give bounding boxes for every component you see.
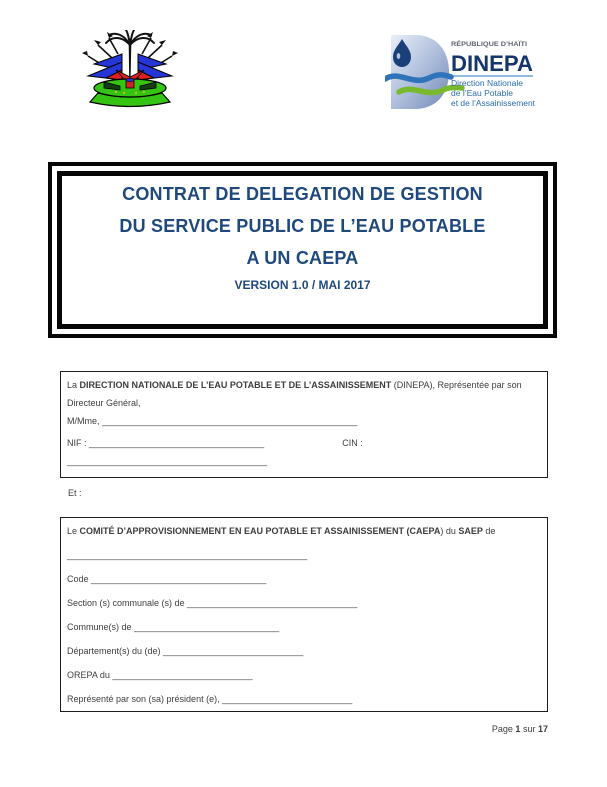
logo-org-line1: Direction Nationale <box>451 79 524 88</box>
field-blank-line: ____________________________ <box>112 670 253 680</box>
field-row-commune <box>67 618 541 636</box>
field-row-orepa <box>67 666 541 684</box>
footer-page-label: Page <box>491 724 513 734</box>
field-row-section-communale <box>67 594 541 612</box>
field-blank-line: __________________________________ <box>187 598 358 608</box>
field-row-code <box>67 570 541 588</box>
contract-title-line2: DU SERVICE PUBLIC DE L’EAU POTABLE <box>119 216 486 236</box>
nif-cin-line <box>67 434 541 452</box>
party2-intro-suffix: de <box>482 526 496 536</box>
cin-label: CIN : <box>342 438 363 448</box>
footer-page-total: 17 <box>537 724 548 734</box>
party2-intro-mid: du <box>443 526 459 536</box>
nif-continuation-blank: ________________________________________ <box>67 456 268 466</box>
field-label: Département(s) du (de) <box>67 646 164 656</box>
party-caepa-box <box>60 517 548 712</box>
field-label: OREPA du <box>67 670 113 680</box>
party-dinepa-box <box>60 371 548 478</box>
contract-title-line1: CONTRAT DE DELEGATION DE GESTION <box>122 184 483 204</box>
contract-title-line3: A UN CAEPA <box>246 248 359 268</box>
party2-intro <box>67 522 541 540</box>
civility-blank-line: ___________________________________________________ <box>102 416 358 426</box>
logo-acronym-text: DINEPA <box>451 51 534 76</box>
title-box-inner <box>57 171 548 329</box>
nif-blank-line: ___________________________________ <box>89 438 265 448</box>
footer-page-number: 1 <box>515 724 521 734</box>
party1-intro <box>67 376 541 412</box>
field-label: Représenté par son (sa) président (e), <box>67 694 223 704</box>
party2-intro-paren: ) <box>440 526 444 536</box>
drop-highlight <box>397 53 401 59</box>
field-blank-line: _____________________________ <box>134 622 280 632</box>
party2-intro-saep: SAEP <box>458 526 483 536</box>
title-box <box>48 162 557 338</box>
party1-intro-bold: DIRECTION NATIONALE DE L’EAU POTABLE ET DE L’ASSAINISSEMENT <box>79 380 392 390</box>
party1-intro-prefix: La <box>67 380 80 390</box>
field-blank-line: ___________________________________ <box>91 574 267 584</box>
page-footer <box>492 722 548 736</box>
logo-org-line2: de l’Eau Potable <box>451 89 514 98</box>
civility-label: M/Mme, <box>67 416 102 426</box>
field-blank-line: __________________________ <box>222 694 353 704</box>
nif-label: NIF : <box>67 438 89 448</box>
field-row-departement <box>67 642 541 660</box>
saep-name-blank: ________________________________________________ <box>67 550 308 560</box>
field-label: Code <box>67 574 92 584</box>
logo-org-line3: et de l’Assainissement <box>451 99 535 108</box>
field-row-president <box>67 690 541 708</box>
field-blank-line: ____________________________ <box>163 646 304 656</box>
field-label: Section (s) communale (s) de <box>67 598 188 608</box>
contract-version: VERSION 1.0 / MAI 2017 <box>234 278 371 292</box>
footer-separator: sur <box>522 724 536 734</box>
field-label: Commune(s) de <box>67 622 135 632</box>
party1-intro-suffix: (DINEPA), Représentée par son Directeur Général, <box>67 380 522 408</box>
haiti-coat-of-arms-icon <box>82 30 178 110</box>
party2-intro-bold: COMITÉ D’APPROVISIONNEMENT EN EAU POTABLE ET ASSAINISSEMENT (CAEPA <box>79 526 441 536</box>
dinepa-logo <box>385 33 535 111</box>
party2-intro-prefix: Le <box>67 526 80 536</box>
saep-name-line <box>67 546 541 564</box>
civility-line <box>67 412 541 430</box>
nif-continuation-line <box>67 452 541 470</box>
connector-et: Et : <box>68 488 82 498</box>
logo-country-text: RÉPUBLIQUE D’HAÏTI <box>451 41 518 48</box>
